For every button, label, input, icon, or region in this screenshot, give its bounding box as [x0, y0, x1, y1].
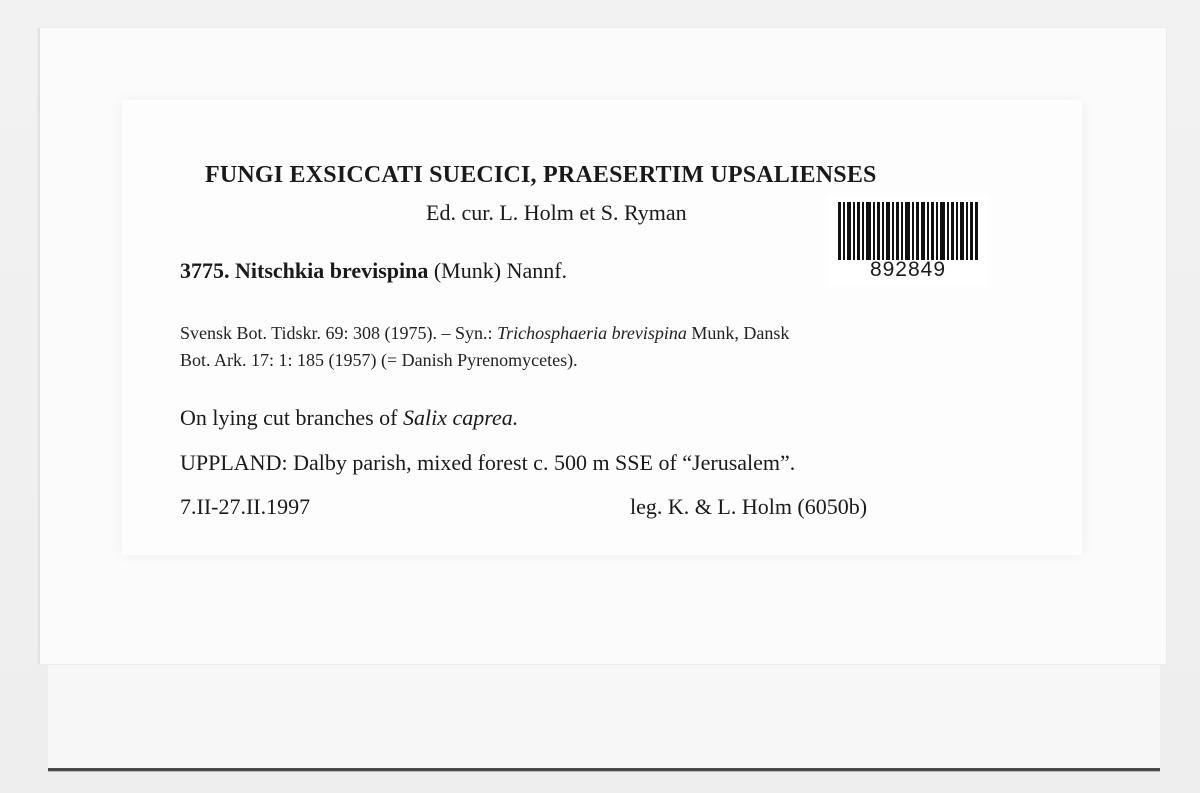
reference-line-2: Bot. Ark. 17: 1: 185 (1957) (= Danish Pyrenomycetes). [180, 350, 578, 370]
bibliographic-reference [180, 320, 1040, 374]
exsiccata-number: 3775. [180, 258, 230, 283]
barcode-number: 892849 [869, 258, 947, 281]
synonym-authority: Munk, Dansk [686, 323, 790, 343]
collection-date: 7.II-27.II.1997 [180, 494, 311, 519]
synonym-name: Trichosphaeria brevispina [497, 323, 687, 343]
host-name: Salix caprea. [403, 405, 519, 430]
taxon-name: Nitschkia brevispina [235, 258, 429, 283]
barcode-icon [838, 202, 978, 260]
substrate-line [180, 405, 518, 431]
reference-citation: Svensk Bot. Tidskr. 69: 308 (1975). – Syn.: [180, 323, 498, 343]
locality-line: UPPLAND: Dalby parish, mixed forest c. 500 m SSE of “Jerusalem”. [180, 450, 796, 475]
collector-line: leg. K. & L. Holm (6050b) [630, 494, 868, 519]
taxon-authority: (Munk) Nannf. [433, 258, 568, 283]
reference-line-1 [180, 320, 1040, 347]
taxon-line [180, 258, 567, 284]
series-title: FUNGI EXSICCATI SUECICI, PRAESERTIM UPSALIENSES [205, 162, 877, 188]
editors-line: Ed. cur. L. Holm et S. Ryman [426, 200, 687, 225]
barcode-label [828, 196, 988, 286]
substrate-text: On lying cut branches of [180, 405, 403, 430]
